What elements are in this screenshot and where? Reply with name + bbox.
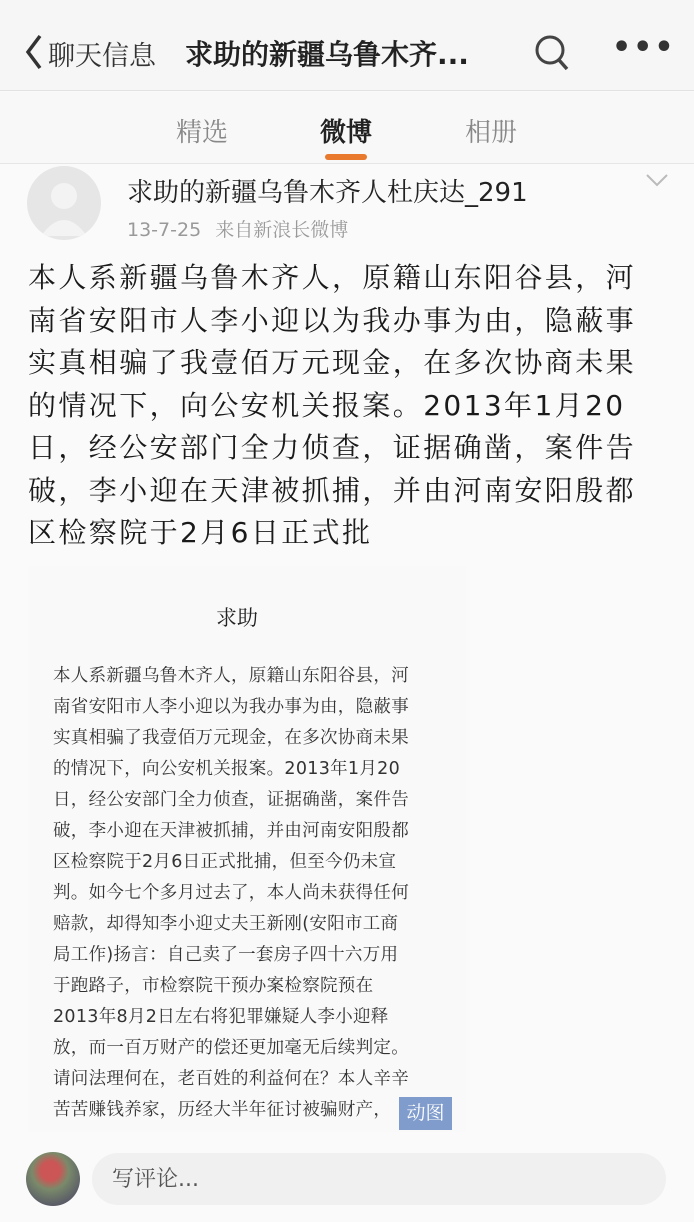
author-name[interactable]: 求助的新疆乌鲁木齐人杜庆达_291 [127, 178, 528, 208]
post-image[interactable] [28, 566, 466, 1132]
text-line: 2013年8月2日左右将犯罪嫌疑人李小迎释 [53, 1007, 389, 1027]
text-line: 日，经公安部门全力侦查，证据确凿，案件告 [28, 431, 637, 464]
gif-badge: 动图 [399, 1097, 452, 1130]
image-text [53, 661, 409, 1126]
post-date: 13-7-25 [127, 219, 202, 241]
user-avatar[interactable] [26, 1152, 80, 1206]
text-line: 的情况下，向公安机关报案。2013年1月20 [53, 759, 401, 779]
text-line: 的情况下，向公安机关报案。2013年1月20 [28, 388, 626, 422]
post-body [28, 257, 636, 555]
search-icon[interactable] [532, 32, 574, 74]
text-line: 日，经公安部门全力侦查，证据确凿，案件告 [53, 790, 409, 810]
text-line: 请问法理何在，老百姓的利益何在？本人辛辛 [53, 1069, 409, 1089]
text-line: 区检察院于2月6日正式批捕，但至今仍未宣 [53, 852, 397, 872]
page-title: 求助的新疆乌鲁木齐... [185, 38, 469, 71]
text-line: 赔款，却得知李小迎丈夫王新刚(安阳市工商 [53, 914, 399, 934]
text-line: 破，李小迎在天津被抓捕，并由河南安阳殷都 [28, 473, 637, 507]
text-line: 苦苦赚钱养家，历经大半年征讨被骗财产， [53, 1100, 392, 1120]
post-meta [127, 215, 348, 242]
back-arrow-icon[interactable] [20, 32, 50, 72]
comment-input[interactable] [92, 1153, 666, 1205]
text-line: 放，而一百万财产的偿还更加毫无后续判定。 [53, 1038, 409, 1058]
tab-bar [0, 92, 694, 164]
more-icon[interactable]: ••• [612, 30, 676, 65]
author-avatar[interactable] [27, 166, 101, 240]
post-source: 来自新浪长微博 [215, 219, 349, 241]
text-line: 局工作)扬言：自己卖了一套房子四十六万用 [53, 945, 399, 965]
text-line: 南省安阳市人李小迎以为我办事为由，隐蔽事 [53, 697, 409, 717]
text-line: 判。如今七个多月过去了，本人尚未获得任何 [53, 883, 409, 903]
text-line: 区检察院于2月6日正式批 [28, 516, 373, 549]
back-button[interactable]: 聊天信息 [48, 41, 156, 72]
active-tab-indicator [325, 154, 367, 160]
text-line: 南省安阳市人李小迎以为我办事为由，隐蔽事 [28, 303, 637, 337]
text-line: 破，李小迎在天津被抓捕，并由河南安阳殷都 [53, 821, 409, 841]
default-avatar-icon [27, 166, 101, 240]
nav-bar [0, 0, 694, 91]
text-line: 本人系新疆乌鲁木齐人，原籍山东阳谷县，河 [53, 666, 409, 686]
tab-weibo[interactable]: 微博 [320, 118, 373, 148]
text-line: 本人系新疆乌鲁木齐人，原籍山东阳谷县，河 [28, 261, 637, 294]
image-title: 求助 [216, 606, 258, 630]
tab-album[interactable]: 相册 [465, 118, 518, 148]
text-line: 于跑路子，市检察院干预办案检察院预在 [53, 976, 374, 996]
chevron-down-icon[interactable] [645, 172, 669, 188]
text-line: 实真相骗了我壹佰万元现金，在多次协商未果 [28, 346, 637, 379]
tab-featured[interactable]: 精选 [176, 118, 229, 148]
text-line: 实真相骗了我壹佰万元现金，在多次协商未果 [53, 728, 409, 748]
